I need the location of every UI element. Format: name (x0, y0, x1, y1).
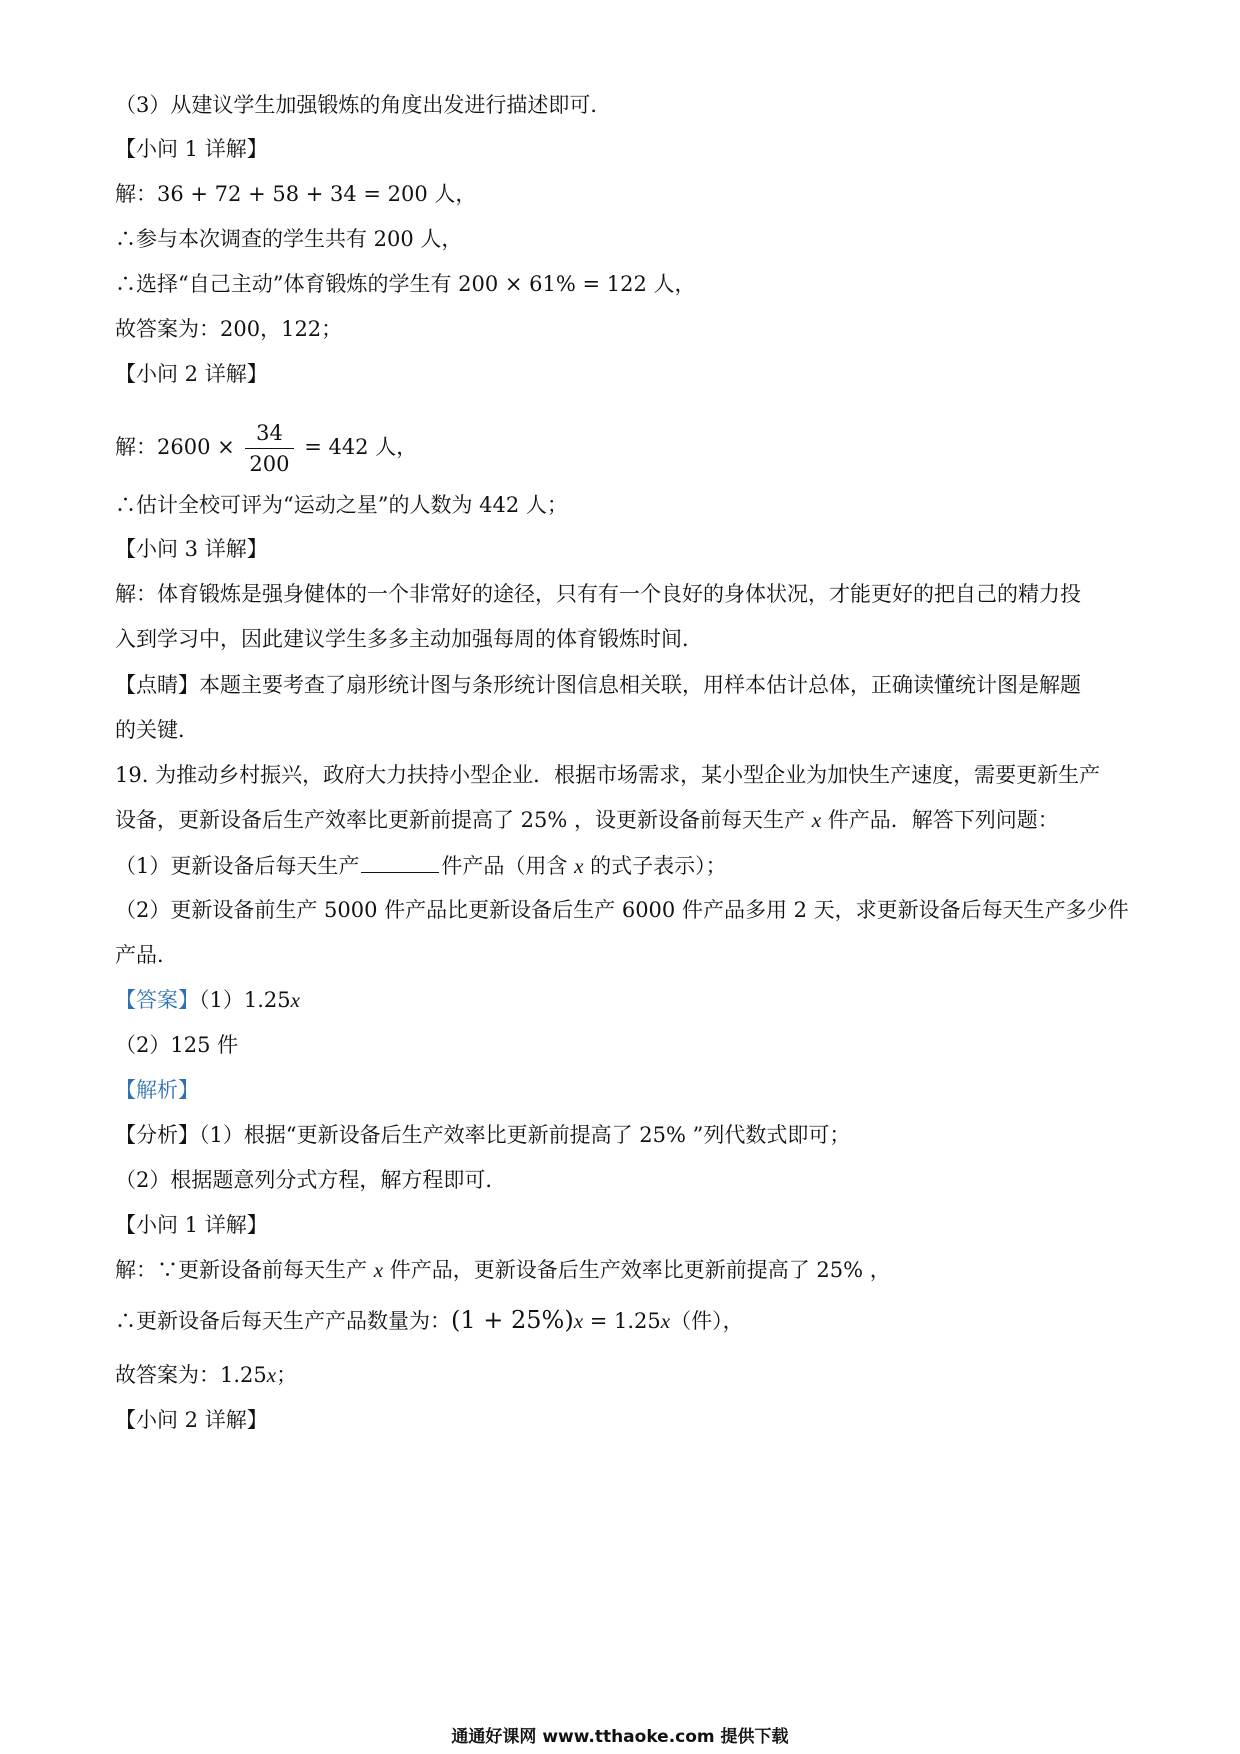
equation-suffix: = 442 人， (304, 435, 418, 459)
variable-x: x (574, 854, 584, 878)
fraction-denominator: 200 (249, 452, 290, 476)
text-line: 的关键． (115, 718, 199, 742)
text-line: 解：36 + 72 + 58 + 34 = 200 人， (115, 182, 477, 206)
text-span: = 1.25 (583, 1309, 661, 1333)
variable-x: x (373, 1258, 384, 1282)
text-span: ∴更新设备后每天生产产品数量为： (115, 1309, 451, 1333)
text-span: ； (276, 1363, 298, 1387)
section-heading: 【小问 2 详解】 (115, 362, 268, 386)
question-line (115, 850, 727, 881)
text-line: （2）根据题意列分式方程，解方程即可． (115, 1168, 507, 1192)
answer-label: 【答案】 (115, 988, 199, 1012)
equation-prefix: 解：2600 × (115, 435, 235, 459)
footer-watermark: 通通好课网 www.tthaoke.com 提供下载 (451, 1727, 789, 1747)
text-line: ∴参与本次调查的学生共有 200 人， (115, 227, 463, 251)
answer-line: （2）125 件 (115, 1033, 239, 1057)
question-line: 产品． (115, 943, 178, 967)
text-span: 件产品，更新设备后生产效率比更新前提高了 25% ， (383, 1258, 891, 1282)
text-line: （3）从建议学生加强锻炼的角度出发进行描述即可． (115, 93, 612, 117)
section-heading: 【小问 2 详解】 (115, 1408, 268, 1432)
answer-line (115, 985, 300, 1015)
analysis-label: 【解析】 (115, 1078, 199, 1102)
text-line: 解：体育锻炼是强身健体的一个非常好的途径，只有有一个良好的身体状况，才能更好的把自己的精力投 (115, 582, 1081, 606)
text-span: 件产品．解答下列问题： (821, 808, 1059, 832)
question-line: （2）更新设备前生产 5000 件产品比更新设备后生产 6000 件产品多用 2 天，求更新设备后每天生产多少件 (115, 898, 1129, 922)
text-span: （1）更新设备后每天生产 (115, 854, 360, 878)
variable-x: x (290, 988, 300, 1012)
text-line: ∴估计全校可评为“运动之星”的人数为 442 人； (115, 493, 568, 517)
text-span: 件产品（用含 (441, 854, 575, 878)
question-line (115, 805, 1059, 835)
section-heading: 【小问 1 详解】 (115, 137, 268, 161)
section-heading: 【小问 1 详解】 (115, 1213, 268, 1237)
fraction (245, 418, 293, 479)
fraction-numerator: 34 (245, 418, 293, 449)
text-span: 故答案为：1.25 (115, 1363, 267, 1387)
text-line: 故答案为：200，122； (115, 317, 343, 341)
text-span: 设备，更新设备后生产效率比更新前提高了 25% ，设更新设备前每天生产 (115, 808, 812, 832)
text-span: 的式子表示）； (583, 854, 727, 878)
text-line: 入到学习中，因此建议学生多多主动加强每周的体育锻炼时间． (115, 627, 703, 651)
variable-x: x (811, 808, 822, 832)
text-span: （1）1.25 (199, 988, 291, 1012)
text-line (115, 1305, 744, 1336)
text-line: ∴选择“自己主动”体育锻炼的学生有 200 × 61% = 122 人， (115, 272, 696, 296)
question-line: 19. 为推动乡村振兴，政府大力扶持小型企业．根据市场需求，某小型企业为加快生产速度，需要更新生产 (115, 763, 1101, 787)
section-heading: 【小问 3 详解】 (115, 537, 268, 561)
text-line (115, 1360, 297, 1390)
math-expression: (1 + 25%) (451, 1306, 574, 1334)
text-span: 解：∵更新设备前每天生产 (115, 1258, 374, 1282)
text-line (115, 1255, 891, 1285)
text-line: 【分析】（1）根据“更新设备后生产效率比更新前提高了 25% ”列代数式即可； (115, 1123, 851, 1147)
variable-x: x (573, 1309, 584, 1333)
fraction-equation-line (115, 418, 417, 479)
variable-x: x (660, 1309, 671, 1333)
text-span: （件）， (670, 1309, 744, 1333)
variable-x: x (266, 1363, 277, 1387)
text-line: 【点睛】本题主要考查了扇形统计图与条形统计图信息相关联，用样本估计总体，正确读懂统计图是解题 (115, 673, 1081, 697)
answer-blank (361, 850, 439, 873)
